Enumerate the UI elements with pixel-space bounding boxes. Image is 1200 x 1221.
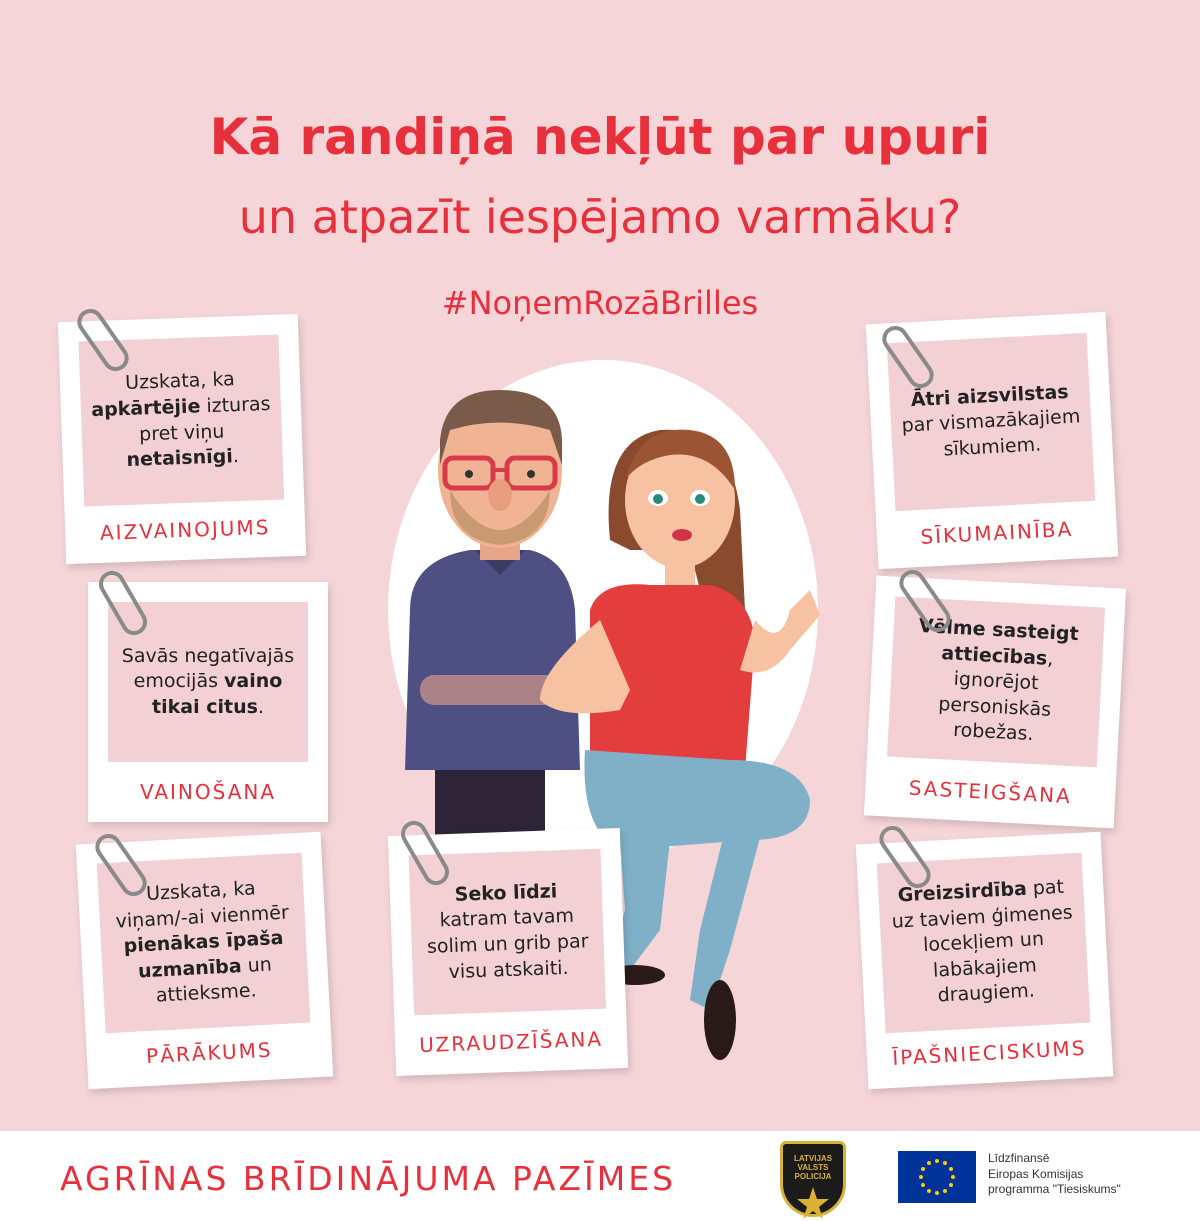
card-label: UZRAUDZĪŠANA — [418, 1026, 604, 1058]
card-text: Ātri aizsvilstas par vismazākajiem sīkumiem. — [887, 333, 1096, 511]
card-text: Vēlme sasteigt attiecības, ignorējot personiskās robežas. — [887, 597, 1105, 768]
card-text: Uzskata, ka apkārtējie izturas pret viņu netaisnīgi. — [79, 335, 285, 507]
card-text: Seko līdzi katram tavam solim un grib par visu atskaiti. — [409, 849, 606, 1016]
card-label: PĀRĀKUMS — [145, 1037, 274, 1069]
police-badge-icon — [780, 1141, 846, 1217]
footer-title: AGRĪNAS BRĪDINĀJUMA PAZĪMES — [60, 1159, 677, 1198]
card-text: Savās negatīvajās emocijās vaino tikai citus. — [108, 602, 308, 762]
title-line-2: un atpazīt iespējamo varmāku? — [238, 190, 962, 244]
eu-flag-icon — [898, 1151, 976, 1203]
hashtag: #NoņemRozāBrilles — [441, 284, 759, 322]
card-text: Uzskata, ka viņam/-ai vienmēr pienākas īpaša uzmanība un attieksme. — [97, 853, 311, 1033]
card-ipasnieciskums — [856, 832, 1113, 1089]
footer — [0, 1131, 1200, 1221]
card-label: SĪKUMAINĪBA — [919, 516, 1074, 549]
card-label: AIZVAINOJUMS — [99, 514, 271, 545]
badge-text: LATVIJAS VALSTS POLICIJA — [793, 1154, 833, 1181]
eu-cofunding-text: Līdzfinansē Eiropas Komisijas programma "Tiesiskums" — [988, 1151, 1121, 1197]
title-line-1: Kā randiņā nekļūt par upuri — [209, 108, 991, 166]
woman-hand — [740, 590, 820, 673]
card-label: VAINOŠANA — [139, 780, 277, 804]
card-label: SASTEIGŠANA — [908, 775, 1073, 809]
card-text: Greizsirdība pat uz taviem ģimenes locekļiem un labākajiem draugiem. — [877, 853, 1091, 1033]
card-label: ĪPAŠNIECISKUMS — [891, 1035, 1087, 1070]
man-shirt — [405, 550, 580, 770]
card-steigsana — [864, 576, 1126, 829]
